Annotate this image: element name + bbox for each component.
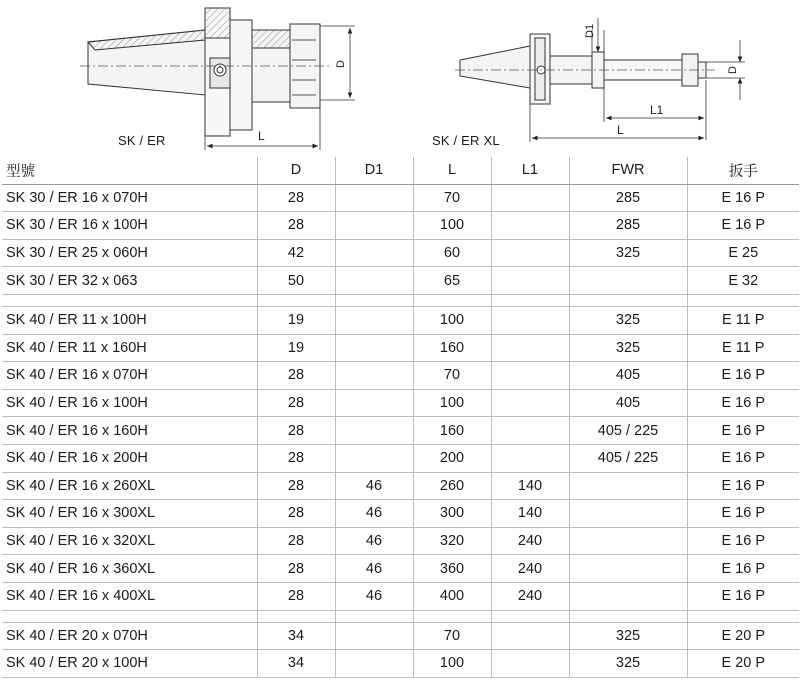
cell-wrench: E 11 P <box>687 306 799 334</box>
cell-model: SK 30 / ER 25 x 060H <box>2 239 257 267</box>
header-d1: D1 <box>335 157 413 184</box>
cell-d1 <box>335 334 413 362</box>
cell-l: 70 <box>413 184 491 212</box>
spec-table <box>2 157 799 678</box>
table-row <box>2 472 799 500</box>
cell-l1 <box>491 417 569 445</box>
cell-fwr: 325 <box>569 650 687 678</box>
cell-d1 <box>335 417 413 445</box>
cell-d: 28 <box>257 444 335 472</box>
table-header-row <box>2 157 799 184</box>
caption-sk-er-xl: SK / ER XL <box>432 133 500 148</box>
cell-l1 <box>491 389 569 417</box>
cell-l1: 140 <box>491 472 569 500</box>
sk-er-xl-drawing <box>455 18 745 142</box>
cell-fwr: 325 <box>569 239 687 267</box>
cell-d <box>257 610 335 622</box>
cell-d: 28 <box>257 417 335 445</box>
cell-d1 <box>335 267 413 295</box>
cell-wrench: E 25 <box>687 239 799 267</box>
cell-d1 <box>335 184 413 212</box>
cell-model: SK 40 / ER 16 x 260XL <box>2 472 257 500</box>
cell-model: SK 40 / ER 16 x 360XL <box>2 555 257 583</box>
cell-model: SK 40 / ER 16 x 300XL <box>2 500 257 528</box>
cell-d1 <box>335 294 413 306</box>
cell-l1 <box>491 267 569 295</box>
cell-d1: 46 <box>335 472 413 500</box>
cell-wrench: E 16 P <box>687 500 799 528</box>
cell-d: 28 <box>257 582 335 610</box>
cell-model: SK 40 / ER 16 x 200H <box>2 444 257 472</box>
cell-d1: 46 <box>335 500 413 528</box>
table-spacer-row <box>2 294 799 306</box>
cell-wrench: E 16 P <box>687 444 799 472</box>
cell-l1: 240 <box>491 555 569 583</box>
cell-fwr: 405 <box>569 389 687 417</box>
cell-wrench: E 16 P <box>687 184 799 212</box>
cell-model: SK 40 / ER 11 x 160H <box>2 334 257 362</box>
cell-d: 34 <box>257 650 335 678</box>
table-row <box>2 212 799 240</box>
cell-model <box>2 294 257 306</box>
cell-fwr <box>569 527 687 555</box>
cell-d1: 46 <box>335 555 413 583</box>
cell-l: 360 <box>413 555 491 583</box>
cell-d1 <box>335 389 413 417</box>
cell-d1: 46 <box>335 527 413 555</box>
cell-l <box>413 610 491 622</box>
cell-model: SK 40 / ER 16 x 100H <box>2 389 257 417</box>
table-row <box>2 650 799 678</box>
cell-l1 <box>491 622 569 650</box>
cell-d1 <box>335 650 413 678</box>
cell-model: SK 40 / ER 20 x 070H <box>2 622 257 650</box>
cell-fwr: 405 <box>569 362 687 390</box>
cell-l: 100 <box>413 306 491 334</box>
cell-l: 70 <box>413 362 491 390</box>
cell-d1 <box>335 212 413 240</box>
cell-l1 <box>491 334 569 362</box>
dim-d1-label: D1 <box>584 23 596 38</box>
table-row <box>2 500 799 528</box>
cell-l1 <box>491 362 569 390</box>
cell-l: 400 <box>413 582 491 610</box>
cell-l1 <box>491 306 569 334</box>
table-row <box>2 417 799 445</box>
header-model: 型號 <box>2 157 257 184</box>
cell-fwr: 405 / 225 <box>569 417 687 445</box>
cell-wrench: E 16 P <box>687 417 799 445</box>
cell-fwr <box>569 610 687 622</box>
table-row <box>2 334 799 362</box>
cell-d: 28 <box>257 527 335 555</box>
cell-l1 <box>491 650 569 678</box>
cell-d: 42 <box>257 239 335 267</box>
cell-l: 320 <box>413 527 491 555</box>
cell-wrench: E 32 <box>687 267 799 295</box>
cell-l: 300 <box>413 500 491 528</box>
cell-fwr <box>569 500 687 528</box>
dim-l-left-label: L <box>258 129 265 143</box>
cell-d: 28 <box>257 472 335 500</box>
cell-d: 19 <box>257 306 335 334</box>
cell-l: 260 <box>413 472 491 500</box>
cell-l1 <box>491 184 569 212</box>
cell-d1: 46 <box>335 582 413 610</box>
xl-taper <box>460 46 530 88</box>
cell-l: 100 <box>413 212 491 240</box>
cell-l: 60 <box>413 239 491 267</box>
cell-d: 34 <box>257 622 335 650</box>
cell-d1 <box>335 239 413 267</box>
dim-l-right-label: L <box>617 123 624 137</box>
cell-model: SK 40 / ER 20 x 100H <box>2 650 257 678</box>
cell-l: 160 <box>413 417 491 445</box>
cell-wrench: E 16 P <box>687 212 799 240</box>
cell-l1: 240 <box>491 527 569 555</box>
cell-wrench: E 20 P <box>687 622 799 650</box>
cell-fwr <box>569 294 687 306</box>
cell-d: 28 <box>257 500 335 528</box>
cell-wrench: E 16 P <box>687 362 799 390</box>
cell-fwr <box>569 472 687 500</box>
cell-fwr: 325 <box>569 334 687 362</box>
dim-d-label: D <box>335 60 347 68</box>
cell-wrench: E 16 P <box>687 555 799 583</box>
header-l: L <box>413 157 491 184</box>
cell-fwr: 285 <box>569 184 687 212</box>
header-wrench: 扳手 <box>687 157 799 184</box>
cell-l: 160 <box>413 334 491 362</box>
cell-fwr: 285 <box>569 212 687 240</box>
cell-l <box>413 294 491 306</box>
table-row <box>2 527 799 555</box>
cell-l1: 240 <box>491 582 569 610</box>
table-row <box>2 184 799 212</box>
table-row <box>2 444 799 472</box>
cell-d: 28 <box>257 362 335 390</box>
cell-l1 <box>491 610 569 622</box>
cell-model <box>2 610 257 622</box>
table-body <box>2 184 799 677</box>
cell-wrench <box>687 294 799 306</box>
cell-d: 19 <box>257 334 335 362</box>
table-row <box>2 555 799 583</box>
cell-d1 <box>335 610 413 622</box>
cell-wrench: E 16 P <box>687 389 799 417</box>
cell-wrench: E 16 P <box>687 582 799 610</box>
cell-l: 70 <box>413 622 491 650</box>
table-row <box>2 389 799 417</box>
cell-l1 <box>491 294 569 306</box>
cell-d1 <box>335 306 413 334</box>
cell-model: SK 40 / ER 16 x 070H <box>2 362 257 390</box>
cell-fwr: 325 <box>569 306 687 334</box>
cell-l1 <box>491 212 569 240</box>
cell-d1 <box>335 622 413 650</box>
cell-model: SK 40 / ER 11 x 100H <box>2 306 257 334</box>
cell-wrench: E 11 P <box>687 334 799 362</box>
cell-fwr: 325 <box>569 622 687 650</box>
header-d: D <box>257 157 335 184</box>
cell-model: SK 30 / ER 16 x 100H <box>2 212 257 240</box>
table-row <box>2 239 799 267</box>
dim-d-right-label: D <box>727 66 739 74</box>
cell-fwr <box>569 582 687 610</box>
cell-d: 28 <box>257 555 335 583</box>
cell-model: SK 40 / ER 16 x 400XL <box>2 582 257 610</box>
cell-wrench <box>687 610 799 622</box>
header-l1: L1 <box>491 157 569 184</box>
cell-d1 <box>335 444 413 472</box>
cell-fwr: 405 / 225 <box>569 444 687 472</box>
cell-fwr <box>569 555 687 583</box>
cell-d: 28 <box>257 389 335 417</box>
caption-sk-er: SK / ER <box>118 133 166 148</box>
cell-l1: 140 <box>491 500 569 528</box>
cell-l1 <box>491 444 569 472</box>
table-spacer-row <box>2 610 799 622</box>
cell-l: 100 <box>413 650 491 678</box>
table-row <box>2 622 799 650</box>
cell-l: 200 <box>413 444 491 472</box>
cell-l1 <box>491 239 569 267</box>
cell-l: 100 <box>413 389 491 417</box>
cell-model: SK 30 / ER 16 x 070H <box>2 184 257 212</box>
cell-d: 28 <box>257 184 335 212</box>
cell-model: SK 40 / ER 16 x 320XL <box>2 527 257 555</box>
sk-er-drawing <box>80 8 355 150</box>
technical-drawings <box>0 0 800 155</box>
cell-wrench: E 16 P <box>687 472 799 500</box>
dim-l1-label: L1 <box>650 103 664 117</box>
table-row <box>2 582 799 610</box>
cell-wrench: E 20 P <box>687 650 799 678</box>
table-row <box>2 306 799 334</box>
cell-l: 65 <box>413 267 491 295</box>
cell-wrench: E 16 P <box>687 527 799 555</box>
cell-d <box>257 294 335 306</box>
cell-d1 <box>335 362 413 390</box>
cell-model: SK 30 / ER 32 x 063 <box>2 267 257 295</box>
cell-d: 28 <box>257 212 335 240</box>
table-row <box>2 267 799 295</box>
table-row <box>2 362 799 390</box>
cell-model: SK 40 / ER 16 x 160H <box>2 417 257 445</box>
cell-d: 50 <box>257 267 335 295</box>
cell-fwr <box>569 267 687 295</box>
header-fwr: FWR <box>569 157 687 184</box>
